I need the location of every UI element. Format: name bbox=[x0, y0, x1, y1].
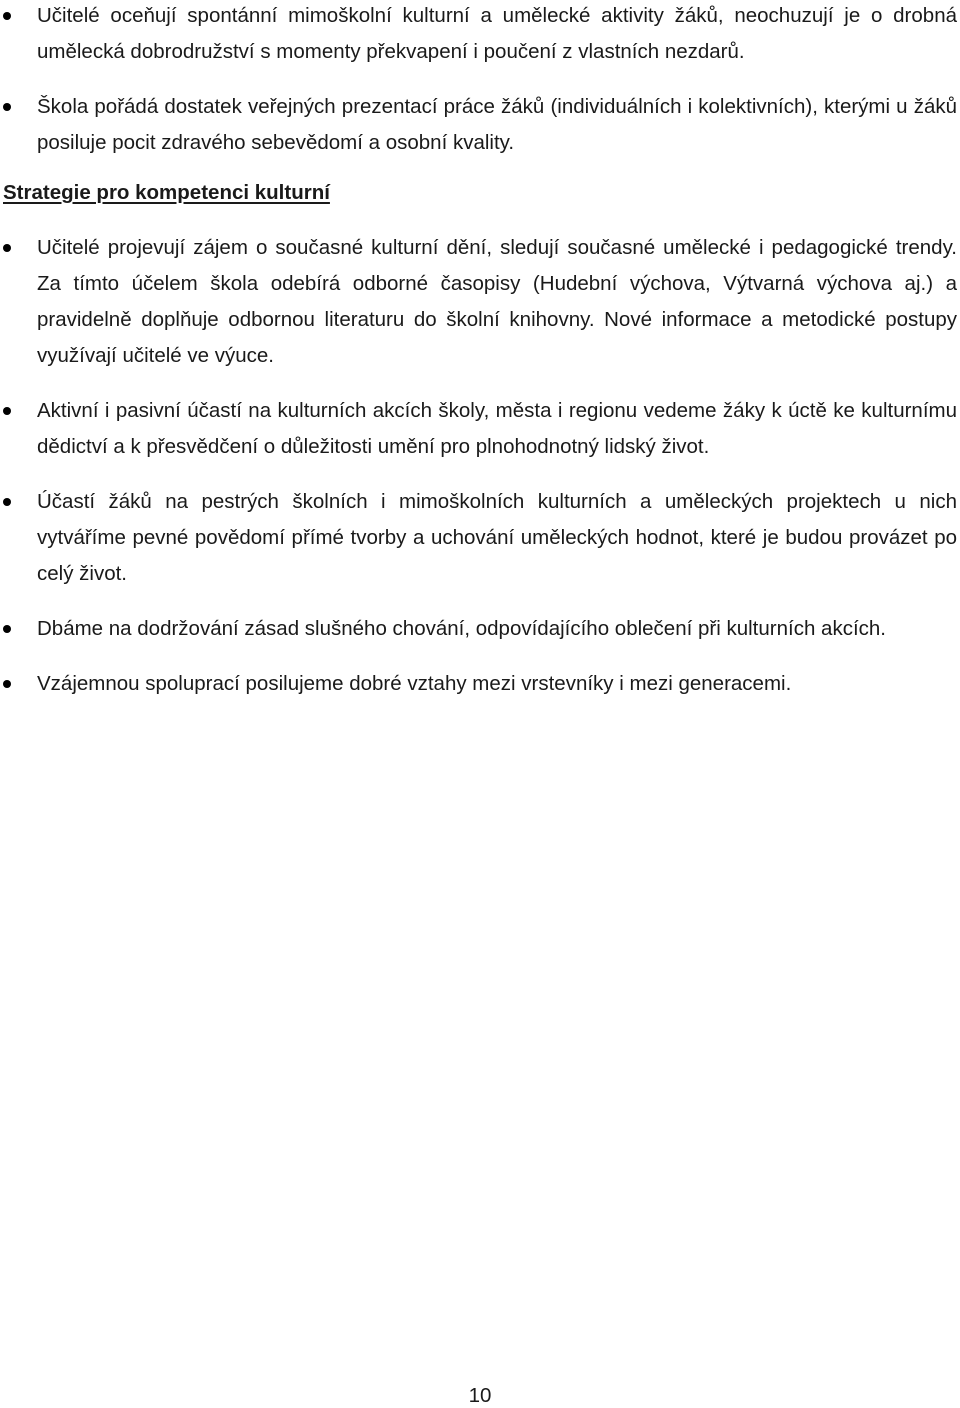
bullet-icon bbox=[3, 680, 11, 688]
list-item bbox=[0, 89, 960, 161]
bullet-text: Dbáme na dodržování zásad slušného chování, odpovídajícího oblečení při kulturních akcích. bbox=[37, 617, 886, 640]
bullet-text: Učitelé projevují zájem o současné kulturní dění, sledují současné umělecké i pedagogické trendy. Za tímto účelem škola odebírá odborné časopisy (Hudební výchova, Výtvarná výchova aj.) a pravidelně doplňuje odbornou literaturu do školní knihovny. Nové informace a metodické postupy využívají učitelé ve výuce. bbox=[37, 236, 957, 367]
list-item bbox=[0, 0, 960, 70]
bullet-text: Účastí žáků na pestrých školních i mimoškolních kulturních a uměleckých projektech u nich vytváříme pevné povědomí přímé tvorby a uchování uměleckých hodnot, které je budou provázet po celý život. bbox=[37, 490, 957, 585]
bullet-text: Učitelé oceňují spontánní mimoškolní kulturní a umělecké aktivity žáků, neochuzují je o drobná umělecká dobrodružství s momenty překvapení i poučení z vlastních nezdarů. bbox=[37, 4, 957, 63]
bullet-icon bbox=[3, 498, 11, 506]
bullet-icon bbox=[3, 12, 11, 20]
bullet-icon bbox=[3, 625, 11, 633]
list-item bbox=[0, 666, 960, 702]
bullet-icon bbox=[3, 103, 11, 111]
list-item bbox=[0, 230, 960, 374]
section-heading: Strategie pro kompetenci kulturní bbox=[3, 181, 330, 204]
page-number: 10 bbox=[468, 1384, 492, 1407]
bullet-icon bbox=[3, 407, 11, 415]
bullet-text: Aktivní i pasivní účastí na kulturních akcích školy, města i regionu vedeme žáky k úctě ke kulturnímu dědictví a k přesvědčení o důležitosti umění pro plnohodnotný lidský život. bbox=[37, 399, 957, 458]
bullet-icon bbox=[3, 244, 11, 252]
bullet-list-section bbox=[0, 230, 960, 702]
bullet-text: Vzájemnou spoluprací posilujeme dobré vztahy mezi vrstevníky i mezi generacemi. bbox=[37, 672, 792, 695]
list-item bbox=[0, 484, 960, 592]
bullet-list-top bbox=[0, 0, 960, 161]
list-item bbox=[0, 611, 960, 647]
list-item bbox=[0, 393, 960, 465]
bullet-text: Škola pořádá dostatek veřejných prezentací práce žáků (individuálních i kolektivních), kterými u žáků posiluje pocit zdravého sebevědomí a osobní kvality. bbox=[37, 95, 957, 154]
